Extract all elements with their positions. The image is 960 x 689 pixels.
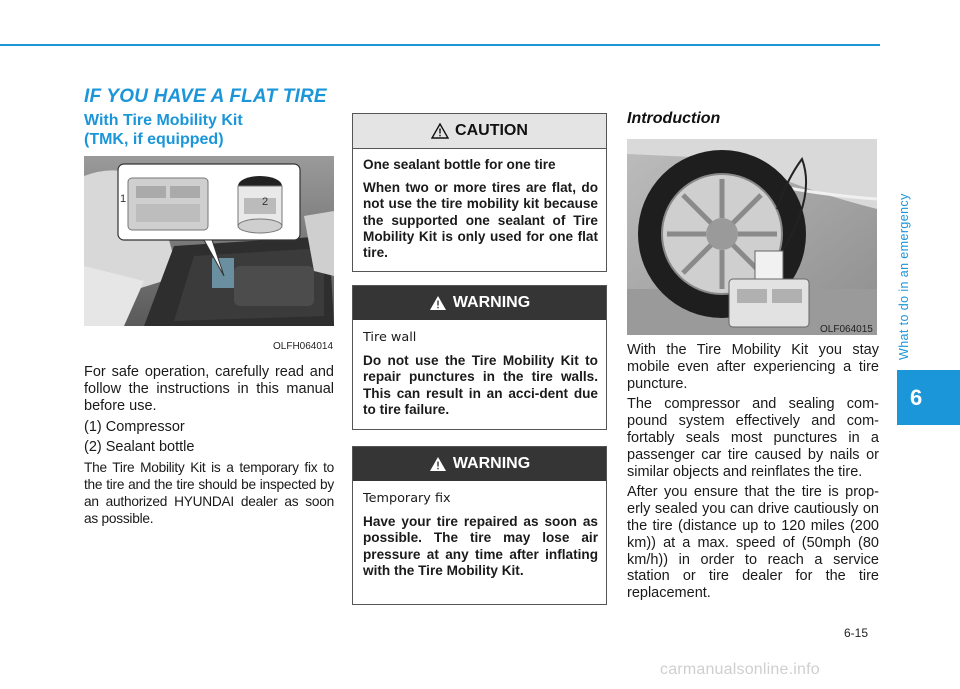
watermark-text: carmanualsonline.info bbox=[660, 661, 820, 678]
warning1-lead: Tire wall bbox=[363, 330, 417, 345]
trunk-kit-illustration bbox=[84, 156, 334, 326]
image1-callout-2: 2 bbox=[262, 196, 269, 208]
warning2-header bbox=[353, 447, 606, 481]
col1-paragraph-2: The Tire Mobility Kit is a temporary fix to the tire and the tire should be inspected by an authorized HYUNDAI dealer as soon as possible. bbox=[84, 460, 334, 526]
intro-paragraph-3: After you ensure that the tire is prop-erly sealed you can drive cautiously on the tire (distance up to 120 miles (200 km)) at a max. speed of (50mph (80 km/h)) in order to reach a service station or tire dealer for the tire replacement. bbox=[627, 484, 879, 602]
page-number: 6-15 bbox=[844, 626, 869, 640]
warning2-heading: WARNING bbox=[452, 455, 531, 472]
list-item-sealant: (2) Sealant bottle bbox=[84, 439, 195, 455]
warning-triangle-icon bbox=[429, 295, 447, 311]
subsection-title bbox=[84, 111, 344, 149]
caution-body bbox=[353, 149, 606, 275]
caution-triangle-icon bbox=[431, 123, 449, 139]
warning-triangle-icon bbox=[429, 456, 447, 472]
column3-text bbox=[627, 342, 879, 606]
image1-caption: OLFH064014 bbox=[273, 341, 334, 352]
caution-text: When two or more tires are flat, do not use the tire mobility kit because the supported one sealant of Tire Mobility Kit is only used for one flat tire. bbox=[363, 180, 598, 261]
caution-lead: One sealant bottle for one tire bbox=[363, 157, 556, 172]
subsection-title-line1: With Tire Mobility Kit bbox=[84, 112, 243, 129]
warning2-lead: Temporary fix bbox=[363, 491, 451, 506]
warning1-heading: WARNING bbox=[452, 294, 531, 311]
warning1-body bbox=[353, 320, 606, 432]
introduction-heading: Introduction bbox=[627, 110, 721, 127]
warning1-text: Do not use the Tire Mobility Kit to repair punctures in the tire walls. This can result in an acci-dent due to tire failure. bbox=[363, 353, 598, 417]
image1-callout-1: 1 bbox=[120, 193, 127, 205]
subsection-title-line2: (TMK, if equipped) bbox=[84, 131, 224, 148]
warning1-header bbox=[353, 286, 606, 320]
warning-box-tire-wall bbox=[352, 285, 607, 430]
top-rule bbox=[0, 44, 880, 46]
warning-box-temporary-fix bbox=[352, 446, 607, 605]
warning2-body bbox=[353, 481, 606, 593]
warning2-text: Have your tire repaired as soon as possible. The tire may lose air pressure at any time after inflating with the Tire Mobility Kit. bbox=[363, 514, 598, 578]
wheel-compressor-illustration bbox=[627, 139, 877, 335]
wheel-compressor-image bbox=[627, 139, 877, 335]
section-title: IF YOU HAVE A FLAT TIRE bbox=[84, 86, 327, 107]
column1-text bbox=[84, 364, 334, 531]
intro-paragraph-1: With the Tire Mobility Kit you stay mobile even after experiencing a tire puncture. bbox=[627, 342, 879, 392]
list-item-compressor: (1) Compressor bbox=[84, 419, 185, 435]
caution-box bbox=[352, 113, 607, 272]
intro-paragraph-2: The compressor and sealing com-pound system effectively and com-fortably seals most punctures in a passenger car tire caused by nails or similar objects and reinflates the tire. bbox=[627, 396, 879, 480]
caution-header bbox=[353, 114, 606, 149]
col1-paragraph-1: For safe operation, carefully read and follow the instructions in this manual before use. bbox=[84, 364, 334, 414]
caution-heading: CAUTION bbox=[455, 122, 528, 139]
image2-caption: OLF064015 bbox=[820, 324, 873, 335]
chapter-number-tab: 6 bbox=[897, 370, 960, 425]
trunk-kit-image bbox=[84, 156, 334, 326]
